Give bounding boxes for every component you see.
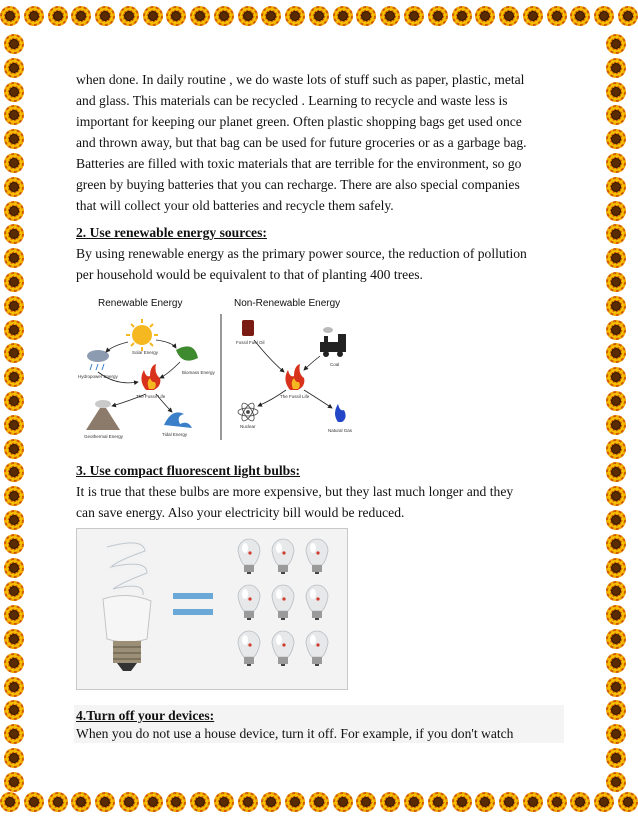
label-hydropower: Hydropower Energy <box>78 374 118 379</box>
flower-icon <box>499 792 519 812</box>
flower-icon <box>143 6 163 26</box>
flower-icon <box>4 105 24 125</box>
flower-icon <box>4 82 24 102</box>
flower-icon <box>547 792 567 812</box>
flower-icon <box>166 792 186 812</box>
section-3-line-2: can save energy. Also your electricity bill would be reduced. <box>76 505 405 520</box>
flower-icon <box>475 792 495 812</box>
flower-icon <box>606 581 626 601</box>
flower-icon <box>606 367 626 387</box>
flower-icon <box>214 6 234 26</box>
flower-icon <box>547 6 567 26</box>
flower-icon <box>4 581 24 601</box>
flower-icon <box>452 792 472 812</box>
flower-icon <box>4 153 24 173</box>
flower-icon <box>48 792 68 812</box>
incandescent-bulb-icon <box>306 585 328 620</box>
flower-icon <box>570 792 590 812</box>
label-natural-gas: Natural Gas <box>328 428 353 433</box>
flower-icon <box>404 792 424 812</box>
flower-icon <box>356 6 376 26</box>
flower-icon <box>71 6 91 26</box>
intro-line-5: Batteries are filled with toxic materials that are terrible for the environment, so go <box>76 156 522 171</box>
flower-icon <box>606 462 626 482</box>
flower-icon <box>4 320 24 340</box>
flower-icon <box>594 6 614 26</box>
section-2-line-1: By using renewable energy as the primary power source, the reduction of pollution <box>76 246 527 261</box>
sun-icon <box>126 319 158 351</box>
incandescent-bulb-icon <box>272 631 294 666</box>
flower-icon <box>428 6 448 26</box>
flower-border-top <box>0 6 638 34</box>
flower-icon <box>4 248 24 268</box>
flower-icon <box>24 6 44 26</box>
flower-icon <box>214 792 234 812</box>
flower-icon <box>570 6 590 26</box>
flower-icon <box>4 462 24 482</box>
flower-icon <box>71 792 91 812</box>
flower-icon <box>309 6 329 26</box>
flower-icon <box>606 415 626 435</box>
flower-icon <box>4 558 24 578</box>
flower-icon <box>606 153 626 173</box>
incandescent-bulb-icon <box>238 631 260 666</box>
flower-icon <box>4 58 24 78</box>
fire-icon <box>285 364 304 390</box>
label-nuclear: Nuclear <box>240 424 256 429</box>
flower-icon <box>606 391 626 411</box>
flower-icon <box>24 792 44 812</box>
flower-icon <box>606 343 626 363</box>
flower-icon <box>4 34 24 54</box>
flower-icon <box>606 105 626 125</box>
flower-icon <box>475 6 495 26</box>
label-fossil-fuel-oil: Fossil Fuel Oil <box>236 340 265 345</box>
flower-icon <box>4 653 24 673</box>
flower-icon <box>261 6 281 26</box>
intro-line-3: important for keeping our planet green. Often plastic shopping bags get used once <box>76 114 522 129</box>
oil-barrel-icon <box>242 320 254 336</box>
flower-icon <box>238 792 258 812</box>
flower-icon <box>606 82 626 102</box>
gas-flame-icon <box>335 404 346 422</box>
flower-icon <box>4 724 24 744</box>
flower-icon <box>404 6 424 26</box>
flower-icon <box>190 6 210 26</box>
flower-icon <box>4 439 24 459</box>
flower-icon <box>119 792 139 812</box>
label-coal: Coal <box>330 362 340 367</box>
flower-icon <box>606 34 626 54</box>
flower-icon <box>606 558 626 578</box>
flower-icon <box>4 272 24 292</box>
flower-icon <box>606 248 626 268</box>
incandescent-bulb-icon <box>272 539 294 574</box>
flower-icon <box>4 296 24 316</box>
flower-icon <box>143 792 163 812</box>
flower-icon <box>606 224 626 244</box>
flower-icon <box>606 296 626 316</box>
flower-icon <box>166 6 186 26</box>
flower-border-bottom <box>0 792 638 820</box>
flower-icon <box>4 772 24 792</box>
leaf-icon <box>176 346 198 360</box>
incandescent-bulb-icon <box>272 585 294 620</box>
volcano-icon <box>86 400 120 430</box>
flower-icon <box>618 6 638 26</box>
flower-border-right <box>606 34 634 792</box>
flower-icon <box>606 700 626 720</box>
intro-line-4: and thrown away, but that bag can be used for future groceries or as a garbage bag. <box>76 135 527 150</box>
label-tidal: Tidal Energy <box>162 432 188 437</box>
flower-icon <box>95 6 115 26</box>
flower-icon <box>333 792 353 812</box>
flower-icon <box>48 6 68 26</box>
intro-line-1: when done. In daily routine , we do waste lots of stuff such as paper, plastic, metal <box>76 72 525 87</box>
label-geothermal: Geothermal Energy <box>84 434 124 439</box>
flower-icon <box>606 177 626 197</box>
bulb-comparison-figure <box>76 528 348 690</box>
flower-icon <box>261 792 281 812</box>
flower-icon <box>606 748 626 768</box>
flower-icon <box>606 677 626 697</box>
flower-icon <box>0 6 20 26</box>
flower-icon <box>452 6 472 26</box>
flower-icon <box>606 510 626 530</box>
flower-icon <box>309 792 329 812</box>
flower-icon <box>380 6 400 26</box>
section-2-line-2: per household would be equivalent to that of planting 400 trees. <box>76 267 423 282</box>
flower-icon <box>4 677 24 697</box>
flower-icon <box>380 792 400 812</box>
flower-icon <box>523 6 543 26</box>
cfl-bulb-icon <box>103 543 151 671</box>
flower-icon <box>4 177 24 197</box>
flower-icon <box>4 415 24 435</box>
flower-icon <box>356 792 376 812</box>
fire-icon <box>141 364 160 390</box>
flower-icon <box>238 6 258 26</box>
intro-line-7: that will collect your old batteries and recycle them safely. <box>76 198 394 213</box>
flower-icon <box>4 201 24 221</box>
flower-icon <box>4 510 24 530</box>
nonrenewable-title: Non-Renewable Energy <box>234 298 341 309</box>
flower-icon <box>4 605 24 625</box>
flower-icon <box>4 129 24 149</box>
flower-icon <box>499 6 519 26</box>
intro-line-6: green by buying batteries that you can recharge. There are also special companies <box>76 177 520 192</box>
equals-sign-icon <box>173 593 213 615</box>
flower-icon <box>606 320 626 340</box>
flower-icon <box>95 792 115 812</box>
wave-icon <box>164 412 192 428</box>
section-4-line-1: When you do not use a house device, turn it off. For example, if you don't watch <box>76 726 514 741</box>
flower-icon <box>428 792 448 812</box>
rain-cloud-icon <box>87 350 109 370</box>
flower-icon <box>606 201 626 221</box>
train-icon <box>320 327 346 357</box>
label-biomass: Biomass Energy <box>182 370 215 375</box>
atom-icon <box>238 401 258 422</box>
incandescent-bulb-icon <box>238 539 260 574</box>
flower-icon <box>618 792 638 812</box>
flower-icon <box>4 629 24 649</box>
flower-icon <box>606 653 626 673</box>
flower-icon <box>606 605 626 625</box>
flower-icon <box>285 6 305 26</box>
label-fossil-life-nonrenewable: The Fossil Life <box>280 394 310 399</box>
flower-icon <box>4 534 24 554</box>
flower-icon <box>606 129 626 149</box>
section-4-heading: 4.Turn off your devices: <box>76 708 215 723</box>
flower-icon <box>4 486 24 506</box>
flower-icon <box>333 6 353 26</box>
flower-icon <box>119 6 139 26</box>
incandescent-bulb-icon <box>238 585 260 620</box>
flower-icon <box>606 272 626 292</box>
flower-icon <box>523 792 543 812</box>
flower-icon <box>606 534 626 554</box>
renewable-title: Renewable Energy <box>98 298 183 309</box>
flower-icon <box>190 792 210 812</box>
flower-icon <box>4 700 24 720</box>
flower-icon <box>606 772 626 792</box>
energy-diagram <box>76 290 376 450</box>
flower-icon <box>4 391 24 411</box>
section-3-heading: 3. Use compact fluorescent light bulbs: <box>76 463 301 478</box>
flower-icon <box>4 224 24 244</box>
label-fossil-life: The Fossil Life <box>136 394 166 399</box>
section-2-heading: 2. Use renewable energy sources: <box>76 225 267 240</box>
incandescent-bulb-icon <box>306 631 328 666</box>
flower-icon <box>0 792 20 812</box>
label-solar: Solar Energy <box>132 350 159 355</box>
flower-icon <box>4 343 24 363</box>
flower-icon <box>285 792 305 812</box>
incandescent-bulb-grid <box>238 539 328 666</box>
flower-border-left <box>4 34 32 792</box>
section-3-line-1: It is true that these bulbs are more expensive, but they last much longer and they <box>76 484 514 499</box>
incandescent-bulb-icon <box>306 539 328 574</box>
intro-line-2: and glass. This materials can be recycled . Learning to recycle and waste less is <box>76 93 508 108</box>
flower-icon <box>606 486 626 506</box>
flower-icon <box>606 58 626 78</box>
flower-icon <box>594 792 614 812</box>
flower-icon <box>606 629 626 649</box>
flower-icon <box>606 724 626 744</box>
flower-icon <box>4 748 24 768</box>
flower-icon <box>606 439 626 459</box>
flower-icon <box>4 367 24 387</box>
